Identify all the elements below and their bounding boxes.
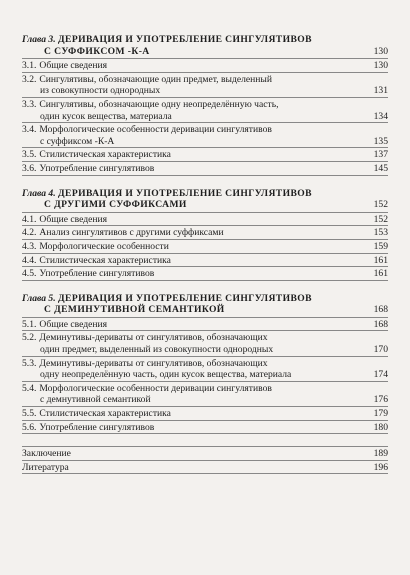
chapter-page: 152	[373, 199, 388, 211]
toc-entry	[22, 421, 388, 435]
toc-entry	[22, 98, 388, 123]
chapter-page: 130	[373, 45, 388, 57]
section-number: 5.2.	[22, 332, 37, 344]
section-title: Употребление сингулятивов	[39, 162, 155, 174]
section-number: 5.4.	[22, 382, 37, 394]
chapter-3	[22, 34, 388, 176]
chapter-title-line2: С ДЕМИНУТИВНОЙ СЕМАНТИКОЙ	[44, 304, 225, 316]
section-number: 5.5.	[22, 408, 37, 420]
section-title: Анализ сингулятивов с другими суффиксами	[39, 227, 224, 239]
section-title-cont: с суффиксом -К-А	[40, 135, 115, 147]
chapter-heading	[22, 34, 388, 59]
section-number: 4.1.	[22, 213, 37, 225]
toc-entry	[22, 240, 388, 254]
toc-entry	[22, 407, 388, 421]
chapter-title-line2: С СУФФИКСОМ -К-А	[44, 45, 150, 57]
section-title-cont: из совокупности однородных	[40, 85, 161, 97]
entry-label: Заключение	[22, 448, 71, 460]
chapter-5	[22, 293, 388, 435]
toc-entry-conclusion	[22, 447, 388, 461]
section-page: 145	[373, 162, 388, 174]
toc-entry	[22, 331, 388, 356]
section-page: 131	[373, 85, 388, 97]
section-title-cont: один предмет, выделенный из совокупности однородных	[40, 344, 274, 356]
chapter-number: Глава 4.	[22, 187, 56, 199]
section-number: 5.1.	[22, 318, 37, 330]
chapter-title-line2: С ДРУГИМИ СУФФИКСАМИ	[44, 199, 187, 211]
toc-entry	[22, 254, 388, 268]
section-page: 159	[373, 240, 388, 252]
section-number: 3.4.	[22, 124, 37, 136]
section-title: Морфологические особенности деривации сингулятивов	[39, 382, 272, 394]
section-page: 130	[373, 60, 388, 72]
section-number: 4.4.	[22, 254, 37, 266]
section-number: 4.3.	[22, 240, 37, 252]
chapter-number: Глава 5.	[22, 292, 56, 304]
section-number: 3.5.	[22, 149, 37, 161]
section-page: 137	[373, 149, 388, 161]
section-title: Стилистическая характеристика	[39, 254, 171, 266]
entry-label: Литература	[22, 461, 69, 473]
chapter-page: 168	[373, 304, 388, 316]
section-page: 170	[373, 344, 388, 356]
toc-entry	[22, 73, 388, 98]
section-title: Общие сведения	[39, 60, 108, 72]
back-matter	[22, 446, 388, 474]
chapter-heading	[22, 293, 388, 318]
chapter-4	[22, 188, 388, 281]
section-title: Стилистическая характеристика	[39, 408, 171, 420]
toc-entry	[22, 318, 388, 332]
section-page: 168	[373, 318, 388, 330]
section-title: Деминутивы-дериваты от сингулятивов, обозначающих	[39, 357, 268, 369]
section-page: 152	[373, 213, 388, 225]
section-title: Сингулятивы, обозначающие один предмет, выделенный	[39, 73, 272, 85]
toc-entry	[22, 162, 388, 176]
section-number: 3.3.	[22, 98, 37, 110]
toc-entry	[22, 357, 388, 382]
toc-entry	[22, 226, 388, 240]
toc-entry	[22, 267, 388, 281]
section-number: 3.2.	[22, 73, 37, 85]
toc-entry	[22, 148, 388, 162]
section-title-cont: с демнутивной семантикой	[40, 394, 151, 406]
section-title: Стилистическая характеристика	[39, 149, 171, 161]
section-number: 4.5.	[22, 268, 37, 280]
section-number: 5.6.	[22, 421, 37, 433]
entry-page: 196	[373, 461, 388, 473]
section-page: 176	[373, 394, 388, 406]
toc-entry	[22, 123, 388, 148]
toc-entry	[22, 382, 388, 407]
chapter-number: Глава 3.	[22, 34, 56, 45]
section-page: 135	[373, 135, 388, 147]
section-title: Сингулятивы, обозначающие одну неопределённую часть,	[39, 98, 279, 110]
section-title: Употребление сингулятивов	[39, 421, 155, 433]
chapter-title-line1: ДЕРИВАЦИЯ И УПОТРЕБЛЕНИЕ СИНГУЛЯТИВОВ	[58, 34, 312, 45]
section-page: 134	[373, 110, 388, 122]
section-number: 4.2.	[22, 227, 37, 239]
table-of-contents	[22, 34, 388, 474]
section-title-cont: один кусок вещества, материала	[40, 110, 172, 122]
toc-entry-literature	[22, 461, 388, 475]
toc-entry	[22, 59, 388, 73]
section-title: Общие сведения	[39, 318, 108, 330]
entry-page: 189	[373, 448, 388, 460]
section-number: 3.1.	[22, 60, 37, 72]
chapter-heading	[22, 188, 388, 213]
section-title: Употребление сингулятивов	[39, 268, 155, 280]
section-title: Общие сведения	[39, 213, 108, 225]
section-title-cont: одну неопределённую часть, один кусок вещества, материала	[40, 369, 292, 381]
section-number: 3.6.	[22, 162, 37, 174]
section-number: 5.3.	[22, 357, 37, 369]
chapter-title-line1: ДЕРИВАЦИЯ И УПОТРЕБЛЕНИЕ СИНГУЛЯТИВОВ	[58, 292, 312, 304]
section-page: 180	[373, 421, 388, 433]
section-title: Морфологические особенности	[39, 240, 169, 252]
section-page: 174	[373, 369, 388, 381]
chapter-title-line1: ДЕРИВАЦИЯ И УПОТРЕБЛЕНИЕ СИНГУЛЯТИВОВ	[58, 187, 312, 199]
section-page: 161	[373, 254, 388, 266]
section-page: 153	[373, 227, 388, 239]
section-title: Деминутивы-дериваты от сингулятивов, обозначающих	[39, 332, 268, 344]
section-page: 179	[373, 408, 388, 420]
section-page: 161	[373, 268, 388, 280]
toc-entry	[22, 213, 388, 227]
section-title: Морфологические особенности деривации сингулятивов	[39, 124, 272, 136]
